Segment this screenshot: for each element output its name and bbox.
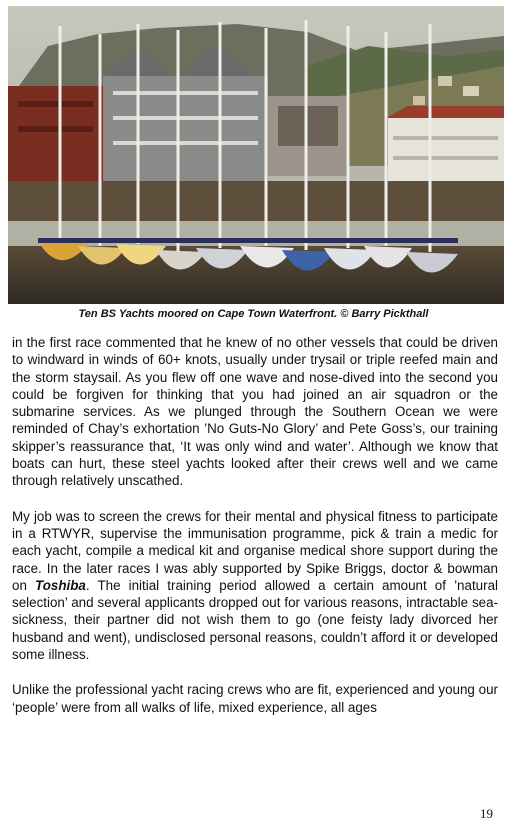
- paragraph: My job was to screen the crews for their mental and physical fitness to participate in a RTWYR, supervise the immunisation programme, pick & train a medic for each yacht, compile a medical kit and organise medical shore support during the race. In the later races I was ably supported by Spike Briggs, doctor & bowman on Toshiba. The initial training period allowed a certain amount of ’natural selection’ and several applicants dropped out for various reasons, intractable sea-sickness, their partner did not wish them to go (one feisty lady divorced her husband and went), undisclosed personal reasons, couldn’t afford it or developed some illness.: [12, 508, 498, 663]
- yacht-name-emphasis: Toshiba: [35, 577, 86, 593]
- paragraph: Unlike the professional yacht racing crews who are fit, experienced and young our ‘people’ were from all walks of life, mixed experience, all ages: [12, 682, 498, 715]
- photo-caption: Ten BS Yachts moored on Cape Town Waterfront. © Barry Pickthall: [78, 308, 429, 320]
- paragraph: in the first race commented that he knew of no other vessels that could be driven to windward in winds of 60+ knots, usually under trysail or triple reefed main and the storm staysail. As you flew off one wave and nose-dived into the second you could be forgiven for thinking that you had joined an air squadron or the submarine services. As we plunged through the Southern Ocean we were reminded of Chay’s exhortation ’No Guts-No Glory’ and Pete Goss’s, our training skipper’s reassurance that, ‘It was only wind and water’. Although we know that boats can hurt, these steel yachts looked after their crews well and we came through relatively unscathed.: [12, 335, 498, 489]
- page-number: 19: [480, 806, 493, 821]
- article-body: [12, 334, 498, 734]
- harbour-photo: [8, 6, 504, 304]
